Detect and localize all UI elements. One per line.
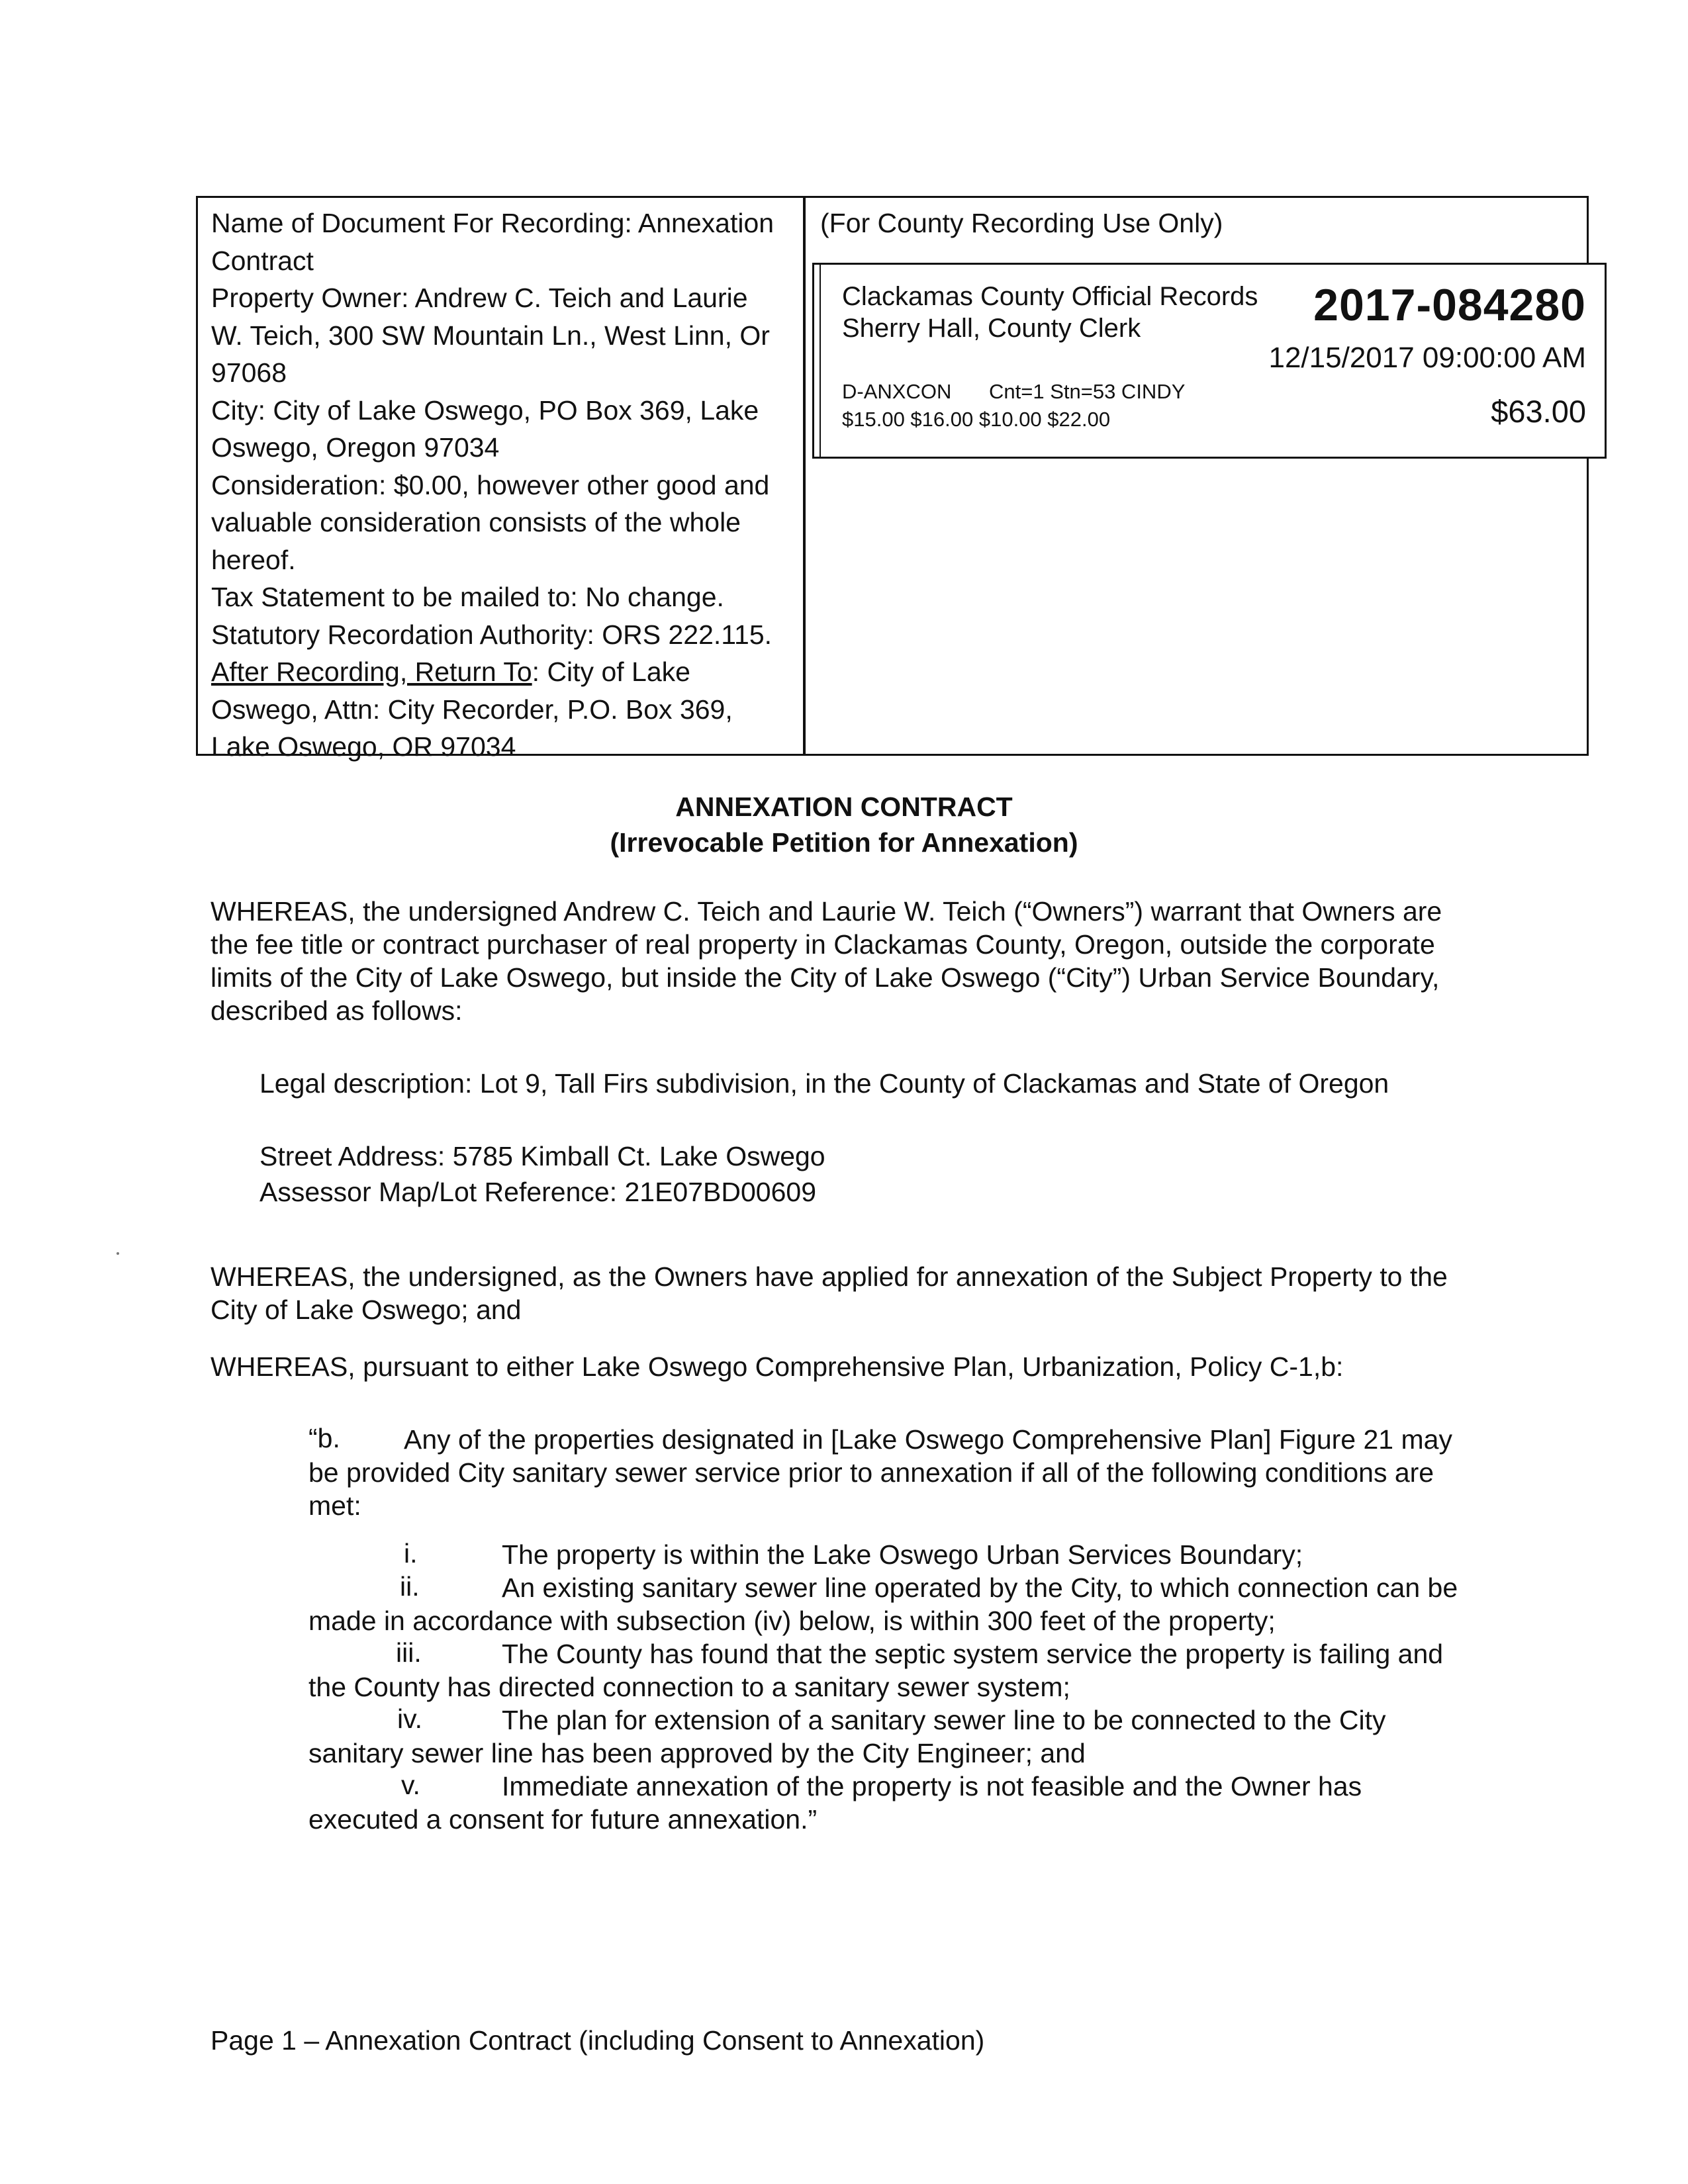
return-to-line	[211, 653, 795, 691]
document-subtitle: (Irrevocable Petition for Annexation)	[610, 827, 1078, 858]
recording-line: Lake Oswego, OR 97034	[211, 731, 516, 762]
stamp-doc-code: D-ANXCON	[842, 380, 952, 403]
condition-text: The plan for extension of a sanitary sewer line to be connected to the City	[502, 1705, 1386, 1735]
paragraph-line: described as follows:	[211, 995, 463, 1026]
condition-continuation: the County has directed connection to a sanitary sewer system;	[308, 1672, 1070, 1702]
condition-number: iii.	[396, 1637, 422, 1668]
condition-text: An existing sanitary sewer line operated by the City, to which connection can be	[502, 1572, 1458, 1603]
recording-line: Property Owner: Andrew C. Teich and Laurie	[211, 283, 748, 313]
condition-continuation: made in accordance with subsection (iv) below, is within 300 feet of the property;	[308, 1606, 1276, 1636]
stamp-fees: $15.00 $16.00 $10.00 $22.00	[842, 408, 1111, 431]
stamp-count: Cnt=1 Stn=53 CINDY	[989, 380, 1186, 403]
condition-text: The property is within the Lake Oswego Urban Services Boundary;	[502, 1539, 1303, 1570]
condition-number: iv.	[397, 1704, 422, 1734]
legal-description: Legal description: Lot 9, Tall Firs subdivision, in the County of Clackamas and State of Oregon	[259, 1068, 1389, 1099]
assessor-reference: Assessor Map/Lot Reference: 21E07BD00609	[259, 1177, 817, 1207]
condition-number: i.	[404, 1538, 418, 1569]
page-footer: Page 1 – Annexation Contract (including Consent to Annexation)	[211, 2025, 985, 2056]
recording-line: Contract	[211, 245, 314, 276]
recording-line: W. Teich, 300 SW Mountain Ln., West Linn, Or	[211, 320, 770, 351]
quote-first-line: Any of the properties designated in [Lake Oswego Comprehensive Plan] Figure 21 may	[404, 1424, 1452, 1455]
condition-continuation: executed a consent for future annexation.”	[308, 1804, 818, 1835]
recording-info-left-cell	[198, 198, 806, 762]
whereas-ownership-paragraph	[211, 895, 1442, 1027]
recording-line: valuable consideration consists of the whole	[211, 507, 741, 537]
scan-speck	[117, 1252, 119, 1255]
paragraph-line: limits of the City of Lake Oswego, but inside the City of Lake Oswego (“City”) Urban Service Boundary,	[211, 962, 1440, 993]
recording-line: Tax Statement to be mailed to: No change.	[211, 582, 724, 612]
county-recording-stamp	[812, 263, 1607, 459]
condition-continuation: sanitary sewer line has been approved by the City Engineer; and	[308, 1738, 1086, 1768]
paragraph-line: City of Lake Oswego; and	[211, 1295, 522, 1325]
whereas-policy-paragraph: WHEREAS, pursuant to either Lake Oswego Comprehensive Plan, Urbanization, Policy C-1,b:	[211, 1351, 1344, 1382]
document-title: ANNEXATION CONTRACT	[675, 792, 1013, 822]
condition-text: The County has found that the septic system service the property is failing and	[502, 1639, 1444, 1669]
county-use-label: (For County Recording Use Only)	[820, 208, 1223, 238]
paragraph-line: WHEREAS, the undersigned Andrew C. Teich and Laurie W. Teich (“Owners”) warrant that Owners are	[211, 896, 1442, 927]
return-to-label: After Recording, Return To	[211, 657, 532, 687]
condition-number: v.	[401, 1770, 420, 1800]
stamp-datetime: 12/15/2017 09:00:00 AM	[1268, 341, 1586, 374]
recording-info-table	[196, 196, 1589, 762]
recording-line: Name of Document For Recording: Annexation	[211, 208, 774, 238]
stamp-total: $63.00	[1491, 394, 1586, 429]
recording-line: Statutory Recordation Authority: ORS 222.115.	[211, 619, 773, 650]
recording-line: Oswego, Oregon 97034	[211, 432, 500, 463]
stamp-office: Clackamas County Official Records	[842, 282, 1258, 311]
recording-line: City: City of Lake Oswego, PO Box 369, Lake	[211, 394, 759, 426]
recording-line: hereof.	[211, 544, 296, 575]
stamp-clerk: Sherry Hall, County Clerk	[842, 314, 1141, 343]
return-to-rest: : City of Lake	[532, 657, 690, 687]
recording-line: Consideration: $0.00, however other good and	[211, 469, 770, 500]
street-address: Street Address: 5785 Kimball Ct. Lake Oswego	[259, 1141, 825, 1171]
quote-line: met:	[308, 1490, 361, 1521]
condition-number: ii.	[400, 1571, 420, 1602]
paragraph-line: the fee title or contract purchaser of real property in Clackamas County, Oregon, outside the corporate	[211, 929, 1435, 960]
recording-line: 97068	[211, 357, 287, 388]
paragraph-line: WHEREAS, the undersigned, as the Owners have applied for annexation of the Subject Property to the	[211, 1261, 1448, 1292]
recording-line: Oswego, Attn: City Recorder, P.O. Box 369,	[211, 694, 733, 725]
condition-text: Immediate annexation of the property is not feasible and the Owner has	[502, 1771, 1362, 1801]
quote-marker: “b.	[308, 1423, 340, 1453]
stamp-edge	[814, 265, 821, 457]
quote-line: be provided City sanitary sewer service prior to annexation if all of the following conditions are	[308, 1457, 1434, 1488]
whereas-application-paragraph	[211, 1260, 1448, 1326]
stamp-record-number: 2017-084280	[1313, 280, 1586, 330]
